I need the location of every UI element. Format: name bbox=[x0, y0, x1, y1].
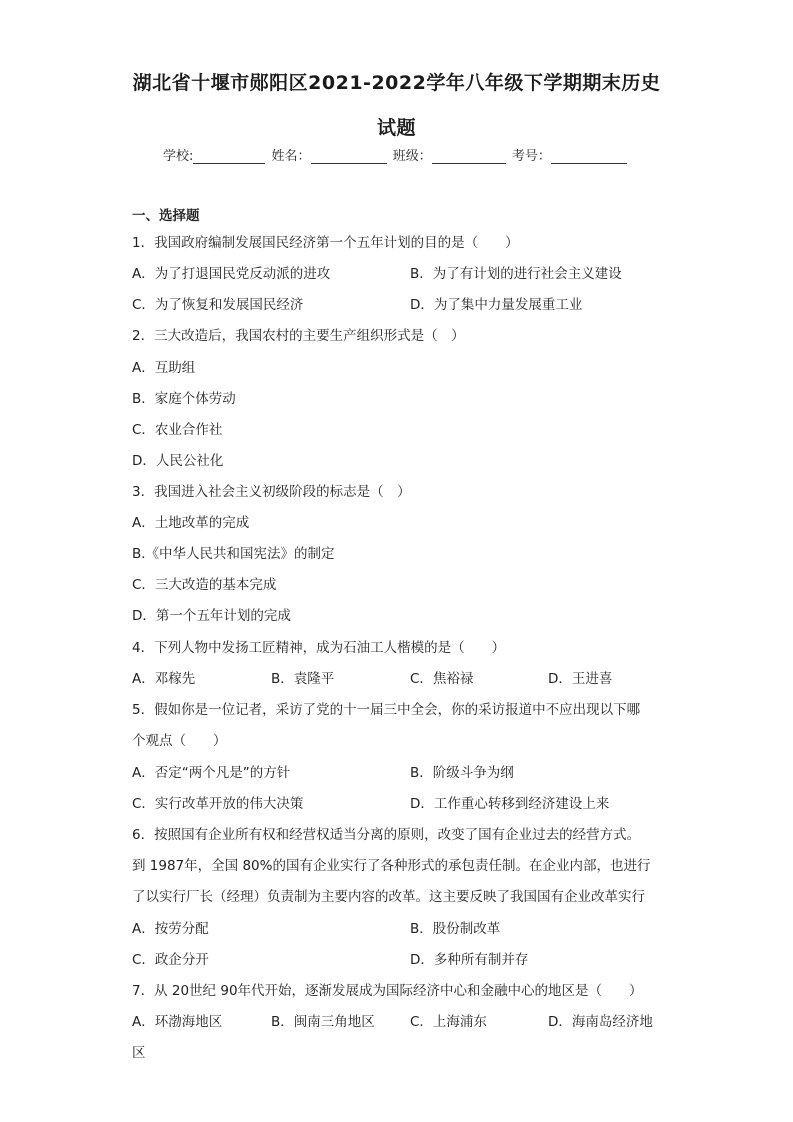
name-blank[interactable] bbox=[311, 149, 387, 164]
q5-option-a[interactable]: A．否定“两个凡是”的方针 bbox=[132, 765, 291, 781]
section-heading: 一、选择题 bbox=[132, 208, 200, 224]
q3-option-a[interactable]: A．土地改革的完成 bbox=[132, 515, 250, 531]
exam-title: 湖北省十堰市郧阳区2021-2022学年八年级下学期期末历史 bbox=[132, 72, 661, 94]
question-6-stem: 6．按照国有企业所有权和经营权适当分离的原则，改变了国有企业过去的经营方式。 bbox=[132, 827, 641, 843]
number-label: 考号： bbox=[511, 149, 551, 164]
q2-option-d[interactable]: D．人民公社化 bbox=[132, 453, 224, 469]
q4-option-a[interactable]: A．邓稼先 bbox=[132, 671, 196, 687]
q6-option-c[interactable]: C．政企分开 bbox=[132, 952, 209, 968]
q5-option-b[interactable]: B．阶级斗争为纲 bbox=[410, 765, 514, 781]
q2-option-c[interactable]: C．农业合作社 bbox=[132, 422, 223, 438]
student-info-row bbox=[163, 145, 629, 164]
q5-option-c[interactable]: C．实行改革开放的伟大决策 bbox=[132, 796, 304, 812]
q7-option-a[interactable]: A．环渤海地区 bbox=[132, 1014, 223, 1030]
q1-option-d[interactable]: D．为了集中力量发展重工业 bbox=[410, 297, 583, 313]
school-label: 学校: bbox=[163, 149, 194, 164]
q1-option-c[interactable]: C．为了恢复和发展国民经济 bbox=[132, 297, 304, 313]
q3-option-d[interactable]: D．第一个五年计划的完成 bbox=[132, 608, 291, 624]
question-7-stem: 7．从 20世纪 90年代开始，逐渐发展成为国际经济中心和金融中心的地区是（ ） bbox=[132, 983, 643, 999]
q6-option-a[interactable]: A．按劳分配 bbox=[132, 921, 209, 937]
q7-option-d[interactable]: D．海南岛经济地 bbox=[548, 1014, 653, 1030]
question-3-stem: 3．我国进入社会主义初级阶段的标志是（ ） bbox=[132, 484, 411, 500]
q2-option-a[interactable]: A．互助组 bbox=[132, 360, 196, 376]
q4-option-c[interactable]: C．焦裕禄 bbox=[410, 671, 474, 687]
q3-option-b[interactable]: B.《中华人民共和国宪法》的制定 bbox=[132, 546, 335, 562]
q6-option-b[interactable]: B．股份制改革 bbox=[410, 921, 501, 937]
question-5-stem: 5．假如你是一位记者，采访了党的十一届三中全会，你的采访报道中不应出现以下哪 bbox=[132, 702, 641, 718]
question-4-stem: 4．下列人物中发扬工匠精神，成为石油工人楷模的是（ ） bbox=[132, 640, 506, 656]
q1-option-a[interactable]: A．为了打退国民党反动派的进攻 bbox=[132, 266, 331, 282]
class-label: 班级： bbox=[392, 149, 432, 164]
exam-title-continued: 试题 bbox=[376, 117, 416, 139]
q6-option-d[interactable]: D．多种所有制并存 bbox=[410, 952, 529, 968]
q7-option-b[interactable]: B．闽南三角地区 bbox=[271, 1014, 375, 1030]
number-blank[interactable] bbox=[551, 149, 627, 164]
q4-option-b[interactable]: B．袁隆平 bbox=[271, 671, 335, 687]
school-blank[interactable] bbox=[193, 149, 265, 164]
question-5-stem-continued: 个观点（ ） bbox=[132, 733, 227, 749]
name-label: 姓名： bbox=[271, 149, 311, 164]
q7-option-d-continued[interactable]: 区 bbox=[132, 1045, 146, 1061]
q1-option-b[interactable]: B．为了有计划的进行社会主义建设 bbox=[410, 266, 622, 282]
q5-option-d[interactable]: D．工作重心转移到经济建设上来 bbox=[410, 796, 610, 812]
question-6-stem-line2: 到 1987年，全国 80%的国有企业实行了各种形式的承包责任制。在企业内部，也进行 bbox=[132, 858, 651, 874]
class-blank[interactable] bbox=[432, 149, 506, 164]
q3-option-c[interactable]: C．三大改造的基本完成 bbox=[132, 577, 277, 593]
q2-option-b[interactable]: B．家庭个体劳动 bbox=[132, 391, 236, 407]
question-2-stem: 2．三大改造后，我国农村的主要生产组织形式是（ ） bbox=[132, 328, 465, 344]
q4-option-d[interactable]: D．王进喜 bbox=[548, 671, 613, 687]
question-6-stem-line3: 了以实行厂长（经理）负责制为主要内容的改革。这主要反映了我国国有企业改革实行 bbox=[132, 889, 645, 905]
q7-option-c[interactable]: C．上海浦东 bbox=[410, 1014, 487, 1030]
question-1-stem: 1．我国政府编制发展国民经济第一个五年计划的目的是（ ） bbox=[132, 235, 519, 251]
